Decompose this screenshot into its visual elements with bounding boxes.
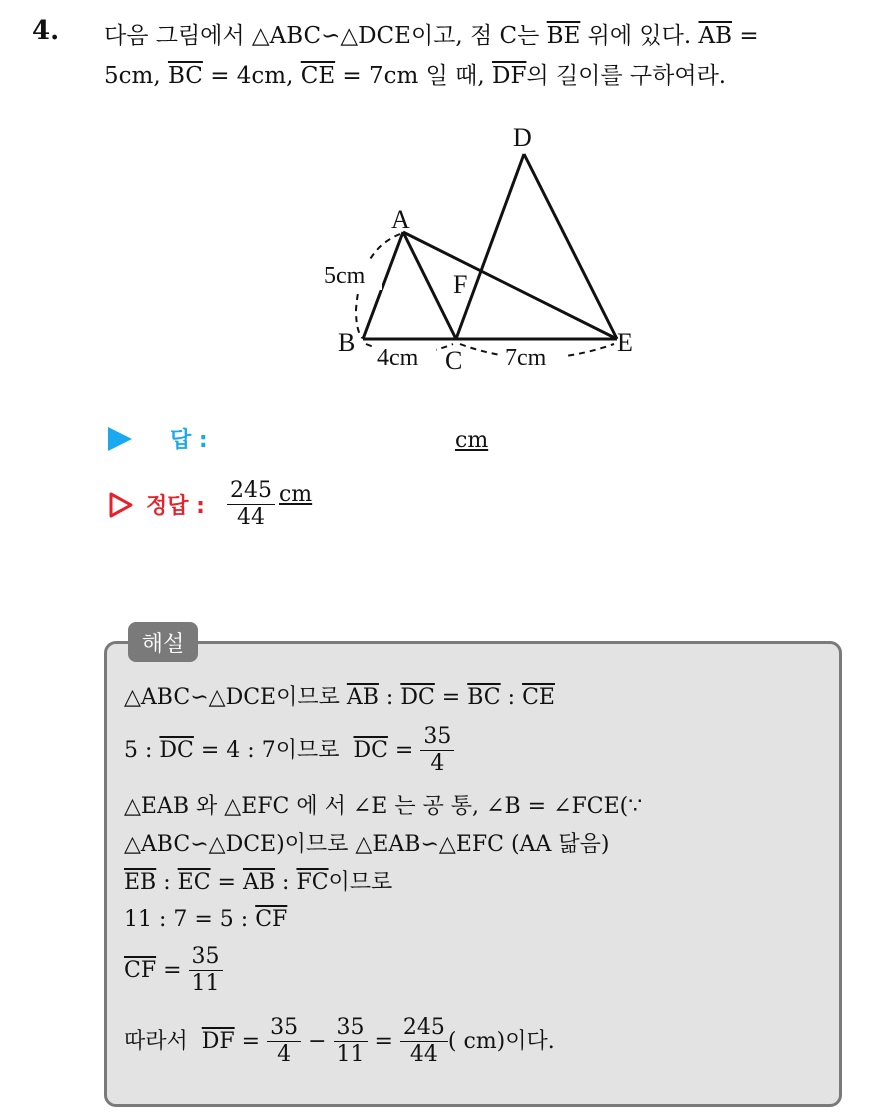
- segment-ab: $\overline{AB}$: [698, 23, 733, 49]
- length-ce-label: 7cm: [505, 345, 547, 371]
- text: =: [234, 1028, 268, 1054]
- length-bc-label: 4cm: [377, 345, 419, 371]
- text: = 4 : 7이므로: [193, 737, 354, 763]
- denominator: 4: [430, 751, 445, 776]
- numerator: 35: [189, 944, 223, 971]
- segment-ac-line: [403, 232, 456, 339]
- segment: $\overline{CF}$: [124, 957, 157, 983]
- triangle-figure: [300, 110, 660, 390]
- fraction-denominator: 44: [236, 505, 265, 530]
- play-triangle-icon: [108, 427, 132, 451]
- text: =: [434, 685, 468, 710]
- text: △ABC∽△DCE이므로: [124, 685, 347, 710]
- segment-cd-line: [456, 154, 524, 339]
- fraction-numerator: 245: [227, 478, 275, 505]
- fraction: [400, 1015, 448, 1068]
- denominator: 4: [277, 1042, 292, 1067]
- text: −: [301, 1028, 334, 1054]
- solution-line-7: [124, 944, 223, 997]
- text: = 7cm 일 때,: [335, 63, 493, 89]
- denominator: 11: [191, 971, 220, 996]
- solution-line-8: [124, 1015, 555, 1068]
- text: 위에 있다.: [580, 23, 699, 49]
- segment-df: $\overline{DF}$: [492, 63, 527, 89]
- correct-answer-row: [108, 478, 312, 531]
- text: 11 : 7 = 5 :: [124, 907, 256, 932]
- answer-row: [108, 423, 208, 454]
- denominator: 44: [409, 1042, 438, 1067]
- numerator: 245: [400, 1015, 448, 1042]
- text: 따라서: [124, 1028, 202, 1054]
- segment: $\overline{EB}$: [124, 870, 157, 895]
- text: =: [210, 870, 243, 895]
- correct-answer-label: 정답 :: [146, 494, 205, 519]
- numerator: 35: [420, 724, 454, 751]
- text: = 4cm,: [202, 63, 301, 89]
- correct-answer-unit: cm: [278, 482, 313, 507]
- text: :: [378, 685, 401, 710]
- problem-number: 4.: [32, 16, 60, 46]
- segment: $\overline{FC}$: [296, 870, 329, 895]
- segment-ae-line: [403, 232, 617, 339]
- segment: $\overline{DC}$: [400, 685, 435, 710]
- segment: $\overline{BC}$: [467, 685, 501, 710]
- text: ( cm)이다.: [447, 1028, 555, 1054]
- answer-label: 답 :: [170, 428, 208, 453]
- segment: $\overline{CE}$: [522, 685, 555, 710]
- text: =: [367, 1028, 400, 1054]
- problem-statement: [104, 16, 864, 96]
- denominator: 11: [336, 1042, 365, 1067]
- problem-line-1: [104, 16, 864, 56]
- solution-line-2: [124, 724, 454, 777]
- text: 이므로: [328, 870, 393, 895]
- label-e: E: [617, 328, 633, 357]
- problem-line-2: [104, 56, 864, 96]
- text: =: [387, 737, 421, 763]
- solution-line-5: [124, 868, 392, 898]
- label-a: A: [391, 205, 410, 234]
- label-c: C: [445, 346, 463, 375]
- text: :: [275, 870, 297, 895]
- numerator: 35: [267, 1015, 301, 1042]
- correct-answer-fraction: [227, 478, 275, 531]
- segment-bc: $\overline{BC}$: [167, 63, 203, 89]
- segment: $\overline{EC}$: [177, 870, 211, 895]
- segment-de-line: [524, 154, 617, 339]
- text: 5 :: [124, 737, 160, 763]
- fraction: [267, 1015, 301, 1068]
- segment: $\overline{AB}$: [346, 685, 379, 710]
- text: :: [500, 685, 523, 710]
- label-f: F: [453, 270, 468, 299]
- segment-be: $\overline{BE}$: [546, 23, 581, 49]
- fraction: [189, 944, 223, 997]
- numerator: 35: [334, 1015, 368, 1042]
- segment: $\overline{DF}$: [201, 1028, 235, 1054]
- text: =: [732, 23, 759, 49]
- solution-line-6: [124, 905, 287, 935]
- solution-line-1: [124, 683, 555, 713]
- outline-triangle-icon: [108, 491, 134, 519]
- solution-tab: 해설: [128, 622, 198, 662]
- fraction: [420, 724, 454, 777]
- text: =: [156, 957, 189, 983]
- segment-ce: $\overline{CE}$: [300, 63, 336, 89]
- segment: $\overline{DC}$: [353, 737, 388, 763]
- fraction: [334, 1015, 368, 1068]
- label-b: B: [338, 328, 356, 357]
- text: 의 길이를 구하여라.: [526, 63, 727, 89]
- segment: $\overline{AB}$: [242, 870, 276, 895]
- segment: $\overline{CF}$: [255, 907, 288, 932]
- solution-line-4: △ABC∽△DCE)이므로 △EAB∽△EFC (AA 닮음): [124, 832, 610, 857]
- text: 5cm,: [104, 63, 168, 89]
- text: :: [156, 870, 178, 895]
- solution-line-3: △EAB 와 △EFC 에 서 ∠E 는 공 통, ∠B = ∠FCE(∵: [124, 794, 643, 819]
- length-ab-label: 5cm: [324, 263, 366, 289]
- answer-blank-unit[interactable]: cm: [455, 428, 489, 453]
- label-d: D: [513, 123, 532, 152]
- segment: $\overline{DC}$: [159, 737, 194, 763]
- text: 다음 그림에서 △ABC∽△DCE이고, 점 C는: [104, 23, 547, 49]
